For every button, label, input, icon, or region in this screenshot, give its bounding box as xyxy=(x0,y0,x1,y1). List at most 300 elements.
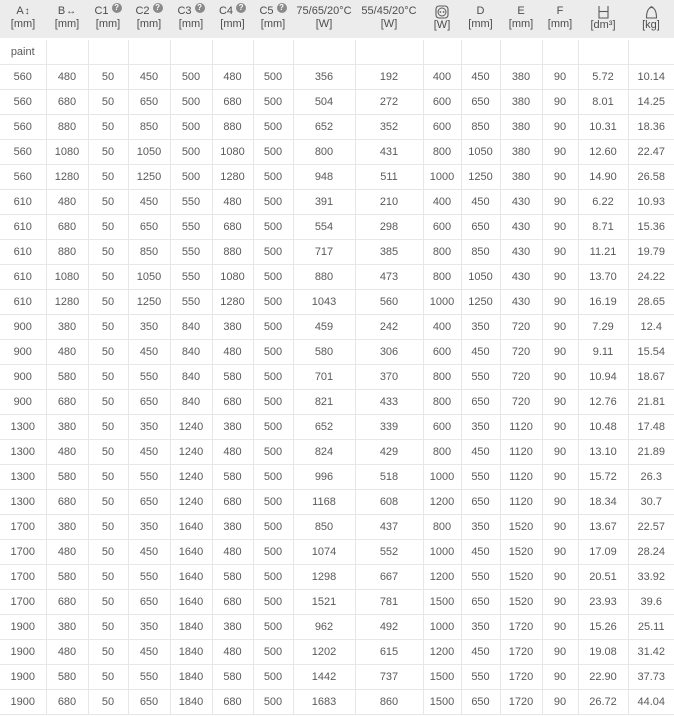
table-cell-pel: 600 xyxy=(423,114,461,139)
table-cell-pel: 800 xyxy=(423,264,461,289)
table-cell-c2: 550 xyxy=(128,564,170,589)
table-row xyxy=(0,589,674,614)
table-cell-f: 90 xyxy=(542,64,578,89)
table-row xyxy=(0,564,674,589)
table-cell-p7565: 652 xyxy=(293,114,355,139)
column-label: C4 ? xyxy=(213,5,252,18)
table-cell-a: 560 xyxy=(0,139,46,164)
table-cell-d: 450 xyxy=(461,339,500,364)
table-cell-c2: 650 xyxy=(128,214,170,239)
table-cell-e: 1720 xyxy=(500,664,542,689)
column-label: B↔ xyxy=(57,5,77,17)
table-cell-a: 900 xyxy=(0,339,46,364)
table-cell-weight: 15.54 xyxy=(628,339,674,364)
table-cell-c4: 680 xyxy=(212,389,253,414)
table-cell-b: 380 xyxy=(46,514,88,539)
table-cell-volume: 18.34 xyxy=(578,489,628,514)
table-cell-e: 430 xyxy=(500,264,542,289)
table-cell-p7565: 850 xyxy=(293,514,355,539)
empty-cell xyxy=(46,39,88,64)
table-cell-d: 450 xyxy=(461,64,500,89)
table-cell-c1: 50 xyxy=(88,614,128,639)
table-cell-b: 480 xyxy=(46,639,88,664)
table-cell-c5: 500 xyxy=(253,614,293,639)
table-cell-p7565: 1074 xyxy=(293,539,355,564)
table-cell-c5: 500 xyxy=(253,539,293,564)
table-cell-d: 1050 xyxy=(461,264,500,289)
table-cell-a: 1900 xyxy=(0,639,46,664)
table-cell-c3: 1240 xyxy=(170,464,212,489)
table-cell-c1: 50 xyxy=(88,339,128,364)
table-cell-c1: 50 xyxy=(88,564,128,589)
empty-cell xyxy=(253,39,293,64)
table-cell-d: 550 xyxy=(461,564,500,589)
table-cell-c3: 840 xyxy=(170,364,212,389)
table-cell-b: 1280 xyxy=(46,289,88,314)
table-cell-volume: 7.29 xyxy=(578,314,628,339)
column-header-volume xyxy=(578,0,628,39)
table-cell-b: 380 xyxy=(46,414,88,439)
table-cell-c2: 550 xyxy=(128,364,170,389)
table-cell-pel: 1500 xyxy=(423,589,461,614)
table-cell-a: 1700 xyxy=(0,539,46,564)
column-header-a xyxy=(0,0,46,39)
table-row xyxy=(0,439,674,464)
table-cell-f: 90 xyxy=(542,139,578,164)
table-cell-weight: 37.73 xyxy=(628,664,674,689)
table-cell-c3: 1640 xyxy=(170,539,212,564)
table-cell-c4: 380 xyxy=(212,614,253,639)
empty-cell xyxy=(628,39,674,64)
table-cell-b: 680 xyxy=(46,389,88,414)
table-cell-b: 680 xyxy=(46,89,88,114)
table-header xyxy=(0,0,674,39)
table-cell-volume: 13.70 xyxy=(578,264,628,289)
table-cell-volume: 10.94 xyxy=(578,364,628,389)
table-cell-e: 720 xyxy=(500,364,542,389)
table-cell-f: 90 xyxy=(542,264,578,289)
table-cell-c3: 840 xyxy=(170,314,212,339)
table-cell-d: 450 xyxy=(461,539,500,564)
column-label xyxy=(579,5,627,19)
table-cell-a: 560 xyxy=(0,114,46,139)
table-cell-f: 90 xyxy=(542,589,578,614)
table-cell-p5545: 433 xyxy=(355,389,423,414)
table-cell-weight: 25.11 xyxy=(628,614,674,639)
table-cell-pel: 1500 xyxy=(423,689,461,714)
table-cell-c4: 480 xyxy=(212,189,253,214)
table-cell-volume: 9.11 xyxy=(578,339,628,364)
empty-cell xyxy=(170,39,212,64)
table-cell-pel: 800 xyxy=(423,139,461,164)
table-cell-b: 380 xyxy=(46,314,88,339)
table-cell-b: 680 xyxy=(46,689,88,714)
table-cell-p5545: 860 xyxy=(355,689,423,714)
table-cell-weight: 10.93 xyxy=(628,189,674,214)
column-unit: [W] xyxy=(433,19,451,31)
table-cell-volume: 16.19 xyxy=(578,289,628,314)
column-header-c4 xyxy=(212,0,253,39)
table-cell-volume: 26.72 xyxy=(578,689,628,714)
table-cell-b: 380 xyxy=(46,614,88,639)
table-cell-c2: 450 xyxy=(128,339,170,364)
table-cell-weight: 24.22 xyxy=(628,264,674,289)
table-cell-f: 90 xyxy=(542,239,578,264)
table-cell-e: 380 xyxy=(500,139,542,164)
table-cell-d: 450 xyxy=(461,439,500,464)
table-cell-a: 1900 xyxy=(0,689,46,714)
table-cell-p5545: 352 xyxy=(355,114,423,139)
table-cell-volume: 13.67 xyxy=(578,514,628,539)
table-cell-f: 90 xyxy=(542,439,578,464)
table-cell-c5: 500 xyxy=(253,239,293,264)
table-cell-weight: 28.24 xyxy=(628,539,674,564)
table-cell-c1: 50 xyxy=(88,64,128,89)
table-cell-b: 680 xyxy=(46,589,88,614)
table-cell-b: 580 xyxy=(46,464,88,489)
table-cell-c5: 500 xyxy=(253,514,293,539)
table-row xyxy=(0,114,674,139)
column-label: C1 ? xyxy=(89,5,127,18)
table-cell-volume: 11.21 xyxy=(578,239,628,264)
table-cell-c3: 1640 xyxy=(170,564,212,589)
table-cell-d: 650 xyxy=(461,214,500,239)
table-cell-a: 560 xyxy=(0,64,46,89)
table-cell-b: 480 xyxy=(46,64,88,89)
table-cell-a: 1700 xyxy=(0,564,46,589)
column-label xyxy=(424,5,460,19)
table-cell-weight: 26.3 xyxy=(628,464,674,489)
empty-cell xyxy=(542,39,578,64)
table-cell-c3: 1240 xyxy=(170,439,212,464)
column-header-b xyxy=(46,0,88,39)
table-cell-e: 430 xyxy=(500,214,542,239)
table-cell-c3: 1640 xyxy=(170,514,212,539)
table-cell-d: 550 xyxy=(461,364,500,389)
table-cell-c4: 880 xyxy=(212,114,253,139)
empty-cell xyxy=(500,39,542,64)
table-cell-p7565: 459 xyxy=(293,314,355,339)
table-cell-volume: 12.60 xyxy=(578,139,628,164)
table-row xyxy=(0,614,674,639)
table-cell-volume: 19.08 xyxy=(578,639,628,664)
table-cell-a: 1300 xyxy=(0,464,46,489)
table-cell-volume: 17.09 xyxy=(578,539,628,564)
table-row xyxy=(0,664,674,689)
table-cell-weight: 18.36 xyxy=(628,114,674,139)
table-cell-b: 880 xyxy=(46,239,88,264)
column-label: F xyxy=(556,5,564,17)
table-cell-f: 90 xyxy=(542,289,578,314)
empty-cell xyxy=(578,39,628,64)
empty-cell xyxy=(88,39,128,64)
table-cell-c2: 1250 xyxy=(128,289,170,314)
empty-cell xyxy=(128,39,170,64)
table-cell-weight: 31.42 xyxy=(628,639,674,664)
column-unit: [W] xyxy=(380,18,398,30)
table-row xyxy=(0,464,674,489)
table-cell-c3: 840 xyxy=(170,339,212,364)
table-cell-weight: 26.58 xyxy=(628,164,674,189)
table-cell-c3: 550 xyxy=(170,214,212,239)
table-cell-f: 90 xyxy=(542,539,578,564)
table-cell-p7565: 356 xyxy=(293,64,355,89)
column-label: C2 ? xyxy=(129,5,169,18)
table-cell-p5545: 298 xyxy=(355,214,423,239)
column-header-c5 xyxy=(253,0,293,39)
table-cell-f: 90 xyxy=(542,364,578,389)
table-cell-f: 90 xyxy=(542,614,578,639)
table-cell-a: 1700 xyxy=(0,589,46,614)
table-cell-d: 650 xyxy=(461,589,500,614)
table-cell-c5: 500 xyxy=(253,339,293,364)
table-cell-c5: 500 xyxy=(253,664,293,689)
table-cell-weight: 39.6 xyxy=(628,589,674,614)
empty-cell xyxy=(461,39,500,64)
table-cell-c5: 500 xyxy=(253,289,293,314)
table-cell-p5545: 437 xyxy=(355,514,423,539)
table-cell-pel: 1000 xyxy=(423,289,461,314)
table-cell-c3: 1840 xyxy=(170,614,212,639)
table-row xyxy=(0,639,674,664)
table-cell-b: 680 xyxy=(46,489,88,514)
table-cell-c5: 500 xyxy=(253,314,293,339)
table-cell-weight: 30.7 xyxy=(628,489,674,514)
table-cell-p5545: 385 xyxy=(355,239,423,264)
column-header-pel xyxy=(423,0,461,39)
arrow-leftright-icon: ↔ xyxy=(66,6,77,17)
table-cell-c5: 500 xyxy=(253,114,293,139)
table-cell-c2: 850 xyxy=(128,239,170,264)
table-cell-pel: 400 xyxy=(423,64,461,89)
table-cell-p7565: 554 xyxy=(293,214,355,239)
table-cell-b: 1080 xyxy=(46,139,88,164)
table-cell-c4: 1280 xyxy=(212,289,253,314)
table-cell-c3: 550 xyxy=(170,289,212,314)
table-cell-volume: 23.93 xyxy=(578,589,628,614)
table-cell-f: 90 xyxy=(542,639,578,664)
table-row xyxy=(0,489,674,514)
table-cell-c1: 50 xyxy=(88,139,128,164)
column-unit: [mm] xyxy=(95,18,121,30)
column-label: 55/45/20°C xyxy=(361,5,417,17)
table-cell-c5: 500 xyxy=(253,139,293,164)
table-cell-c2: 450 xyxy=(128,64,170,89)
table-cell-c2: 650 xyxy=(128,489,170,514)
table-cell-p7565: 824 xyxy=(293,439,355,464)
table-cell-c1: 50 xyxy=(88,439,128,464)
table-cell-c1: 50 xyxy=(88,289,128,314)
table-cell-c5: 500 xyxy=(253,439,293,464)
table-cell-c3: 1240 xyxy=(170,489,212,514)
column-header-p7565 xyxy=(293,0,355,39)
table-cell-pel: 1000 xyxy=(423,614,461,639)
table-cell-a: 610 xyxy=(0,189,46,214)
table-cell-c1: 50 xyxy=(88,414,128,439)
table-cell-a: 610 xyxy=(0,264,46,289)
table-cell-p5545: 608 xyxy=(355,489,423,514)
table-cell-pel: 600 xyxy=(423,414,461,439)
table-cell-d: 1250 xyxy=(461,164,500,189)
table-cell-d: 350 xyxy=(461,314,500,339)
table-cell-e: 430 xyxy=(500,189,542,214)
table-cell-a: 1700 xyxy=(0,514,46,539)
table-row xyxy=(0,289,674,314)
table-cell-c5: 500 xyxy=(253,564,293,589)
table-cell-d: 850 xyxy=(461,114,500,139)
empty-cell xyxy=(212,39,253,64)
table-cell-e: 1520 xyxy=(500,539,542,564)
table-cell-c2: 850 xyxy=(128,114,170,139)
table-row xyxy=(0,214,674,239)
table-cell-a: 1300 xyxy=(0,439,46,464)
table-cell-volume: 10.31 xyxy=(578,114,628,139)
table-cell-c3: 500 xyxy=(170,114,212,139)
table-cell-c5: 500 xyxy=(253,689,293,714)
table-cell-c4: 580 xyxy=(212,664,253,689)
help-icon[interactable]: ? xyxy=(195,3,205,13)
table-cell-c4: 1280 xyxy=(212,164,253,189)
table-cell-e: 1520 xyxy=(500,564,542,589)
empty-cell xyxy=(423,39,461,64)
table-body xyxy=(0,39,674,714)
table-cell-c5: 500 xyxy=(253,164,293,189)
table-cell-c4: 580 xyxy=(212,364,253,389)
table-cell-c2: 650 xyxy=(128,89,170,114)
table-cell-a: 1900 xyxy=(0,664,46,689)
table-cell-e: 430 xyxy=(500,239,542,264)
table-cell-b: 580 xyxy=(46,664,88,689)
table-cell-volume: 12.76 xyxy=(578,389,628,414)
table-cell-f: 90 xyxy=(542,189,578,214)
table-cell-f: 90 xyxy=(542,214,578,239)
table-cell-e: 1120 xyxy=(500,439,542,464)
table-cell-a: 900 xyxy=(0,314,46,339)
table-cell-p7565: 1521 xyxy=(293,589,355,614)
table-cell-c5: 500 xyxy=(253,414,293,439)
table-cell-c3: 500 xyxy=(170,64,212,89)
socket-icon xyxy=(435,5,449,19)
table-cell-c4: 880 xyxy=(212,239,253,264)
table-cell-volume: 8.71 xyxy=(578,214,628,239)
table-cell-c1: 50 xyxy=(88,464,128,489)
table-cell-pel: 1200 xyxy=(423,564,461,589)
table-cell-weight: 44.04 xyxy=(628,689,674,714)
table-cell-weight: 28.65 xyxy=(628,289,674,314)
column-unit: [W] xyxy=(315,18,333,30)
table-cell-p7565: 996 xyxy=(293,464,355,489)
help-icon[interactable]: ? xyxy=(236,3,246,13)
table-cell-e: 1120 xyxy=(500,414,542,439)
table-cell-p5545: 339 xyxy=(355,414,423,439)
table-cell-volume: 8.01 xyxy=(578,89,628,114)
table-cell-e: 1520 xyxy=(500,514,542,539)
column-label: A↕ xyxy=(16,5,30,17)
column-unit: [mm] xyxy=(220,18,245,30)
table-cell-pel: 800 xyxy=(423,439,461,464)
table-row xyxy=(0,539,674,564)
table-cell-c4: 480 xyxy=(212,639,253,664)
table-row xyxy=(0,389,674,414)
table-row xyxy=(0,689,674,714)
help-icon[interactable]: ? xyxy=(277,3,287,13)
table-cell-pel: 800 xyxy=(423,364,461,389)
column-unit: [mm] xyxy=(54,18,80,30)
table-cell-pel: 1000 xyxy=(423,464,461,489)
table-cell-c2: 350 xyxy=(128,314,170,339)
table-cell-b: 880 xyxy=(46,114,88,139)
table-cell-volume: 6.22 xyxy=(578,189,628,214)
table-cell-p5545: 560 xyxy=(355,289,423,314)
table-cell-pel: 600 xyxy=(423,89,461,114)
table-cell-p7565: 1298 xyxy=(293,564,355,589)
table-cell-c1: 50 xyxy=(88,589,128,614)
table-row xyxy=(0,139,674,164)
table-row xyxy=(0,364,674,389)
table-cell-weight: 18.67 xyxy=(628,364,674,389)
table-cell-weight: 17.48 xyxy=(628,414,674,439)
table-cell-p7565: 1442 xyxy=(293,664,355,689)
table-cell-e: 1120 xyxy=(500,464,542,489)
table-cell-e: 380 xyxy=(500,89,542,114)
table-cell-d: 350 xyxy=(461,614,500,639)
table-cell-c3: 1840 xyxy=(170,689,212,714)
table-cell-volume: 22.90 xyxy=(578,664,628,689)
table-cell-c1: 50 xyxy=(88,639,128,664)
table-cell-a: 1900 xyxy=(0,614,46,639)
table-cell-c5: 500 xyxy=(253,589,293,614)
table-cell-c1: 50 xyxy=(88,389,128,414)
table-cell-f: 90 xyxy=(542,664,578,689)
table-cell-p5545: 518 xyxy=(355,464,423,489)
table-cell-a: 610 xyxy=(0,214,46,239)
table-cell-f: 90 xyxy=(542,89,578,114)
table-cell-c2: 650 xyxy=(128,689,170,714)
column-unit: [dm³] xyxy=(590,19,616,31)
table-cell-c5: 500 xyxy=(253,89,293,114)
table-cell-c5: 500 xyxy=(253,389,293,414)
table-cell-p5545: 511 xyxy=(355,164,423,189)
table-cell-p5545: 615 xyxy=(355,639,423,664)
table-cell-e: 720 xyxy=(500,314,542,339)
table-cell-pel: 1500 xyxy=(423,664,461,689)
column-unit: [mm] xyxy=(10,18,36,30)
table-cell-weight: 10.14 xyxy=(628,64,674,89)
table-cell-c3: 550 xyxy=(170,239,212,264)
table-cell-c4: 580 xyxy=(212,564,253,589)
column-label xyxy=(629,5,673,19)
table-cell-f: 90 xyxy=(542,314,578,339)
help-icon[interactable]: ? xyxy=(153,3,163,13)
table-cell-pel: 800 xyxy=(423,389,461,414)
column-unit: [mm] xyxy=(468,18,493,30)
table-cell-c1: 50 xyxy=(88,89,128,114)
table-cell-f: 90 xyxy=(542,339,578,364)
paint-row xyxy=(0,39,674,64)
table-cell-d: 350 xyxy=(461,414,500,439)
table-cell-e: 430 xyxy=(500,289,542,314)
help-icon[interactable]: ? xyxy=(112,3,122,13)
table-cell-p5545: 737 xyxy=(355,664,423,689)
table-cell-c4: 1080 xyxy=(212,139,253,164)
column-header-weight xyxy=(628,0,674,39)
table-cell-a: 610 xyxy=(0,289,46,314)
table-cell-c3: 1840 xyxy=(170,639,212,664)
column-unit: [mm] xyxy=(178,18,204,30)
table-cell-pel: 600 xyxy=(423,214,461,239)
table-cell-weight: 22.57 xyxy=(628,514,674,539)
table-cell-d: 450 xyxy=(461,189,500,214)
